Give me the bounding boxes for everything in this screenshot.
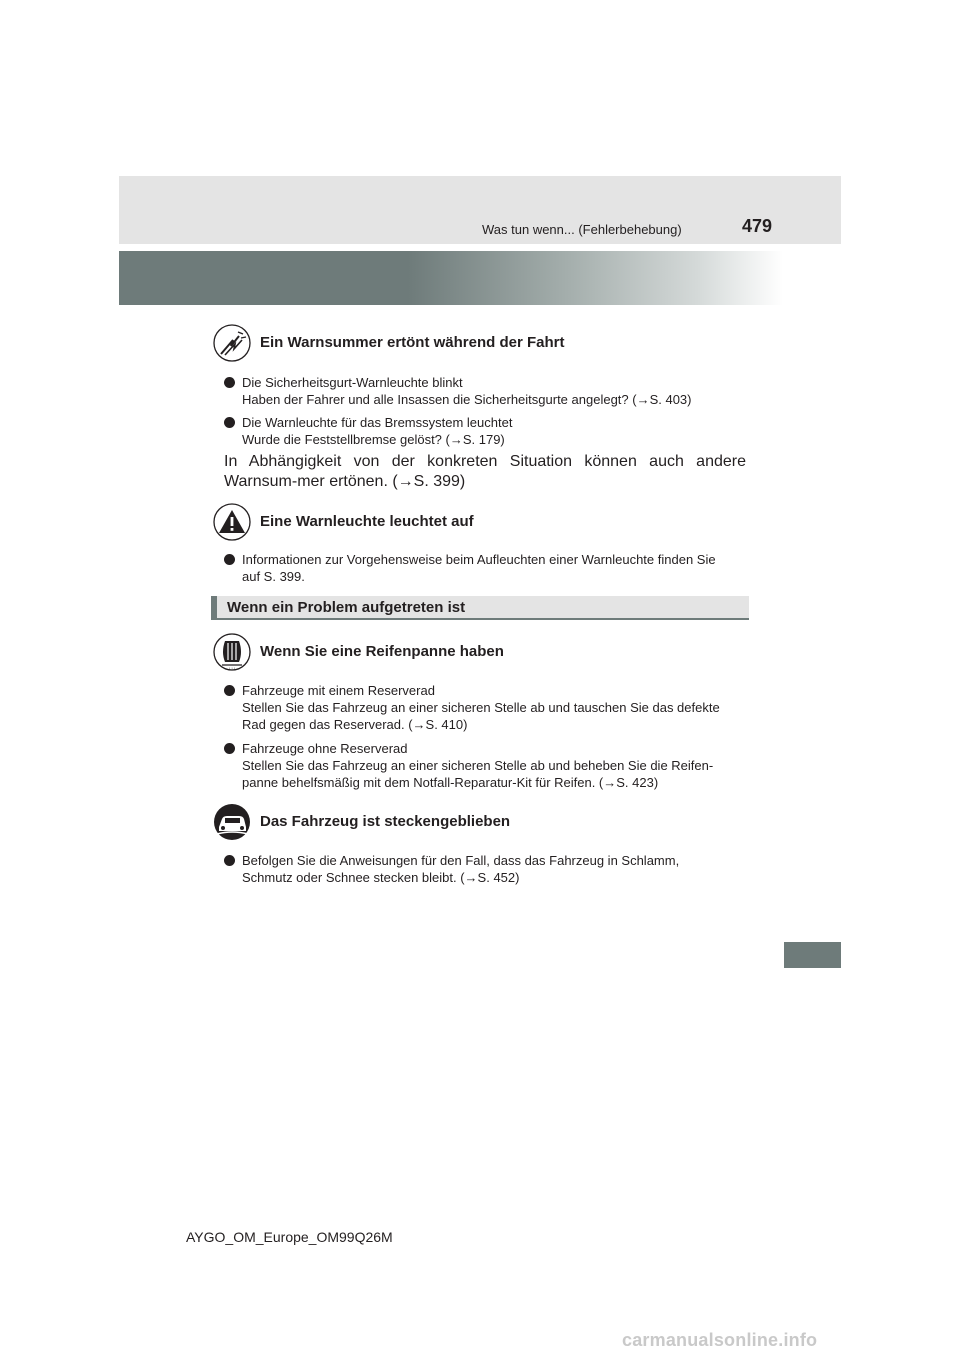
item-text: Rad gegen das Reserverad. (→S. 410) <box>242 717 468 732</box>
heading-warning-light: Eine Warnleuchte leuchtet auf <box>260 513 474 530</box>
item-title: Die Warnleuchte für das Bremssystem leuchtet <box>242 415 513 430</box>
item-title: Die Sicherheitsgurt-Warnleuchte blinkt <box>242 375 463 390</box>
item-text: Stellen Sie das Fahrzeug an einer sicheren Stelle ab und tauschen Sie das defekte <box>242 700 720 715</box>
item-text: Stellen Sie das Fahrzeug an einer sicheren Stelle ab und beheben Sie die Reifen- <box>242 758 714 773</box>
bullet <box>224 554 235 565</box>
flat-tire-icon <box>213 633 251 671</box>
item-text: Schmutz oder Schnee stecken bleibt. (→S. 452) <box>242 870 520 885</box>
item-text: panne behelfsmäßig mit dem Notfall-Reparatur-Kit für Reifen. (→S. 423) <box>242 775 659 790</box>
list-item <box>224 414 746 448</box>
bullet <box>224 417 235 428</box>
list-item <box>224 374 746 408</box>
chapter-title: Was tun wenn... (Fehlerbehebung) <box>482 222 682 237</box>
watermark: carmanualsonline.info <box>622 1330 818 1350</box>
warning-buzzer-icon <box>213 324 251 362</box>
footer-code: AYGO_OM_Europe_OM99Q26M <box>186 1229 393 1245</box>
section-header-bar <box>211 596 749 620</box>
section-title: Wenn ein Problem aufgetreten ist <box>227 599 466 616</box>
item-text: Haben der Fahrer und alle Insassen die Sicherheitsgurte angelegt? (→S. 403) <box>242 392 692 407</box>
item-title: Fahrzeuge mit einem Reserverad <box>242 683 435 698</box>
item-text: Informationen zur Vorgehensweise beim Aufleuchten einer Warnleuchte finden Sie <box>242 552 716 567</box>
item-text: auf S. 399. <box>242 569 305 584</box>
bullet <box>224 743 235 754</box>
heading-buzzer: Ein Warnsummer ertönt während der Fahrt <box>260 334 565 351</box>
stuck-vehicle-icon <box>213 803 251 841</box>
item-text: Befolgen Sie die Anweisungen für den Fall, dass das Fahrzeug in Schlamm, <box>242 853 680 868</box>
header-gradient-bar <box>119 251 841 305</box>
bullet <box>224 685 235 696</box>
bullet <box>224 855 235 866</box>
exclamation-triangle-icon <box>213 503 251 541</box>
list-item <box>224 551 746 585</box>
header-band <box>119 176 841 244</box>
list-item <box>224 740 746 791</box>
heading-stuck: Das Fahrzeug ist steckengeblieben <box>260 813 511 830</box>
item-text: Wurde die Feststellbremse gelöst? (→S. 179) <box>242 432 505 447</box>
list-item <box>224 682 746 733</box>
chapter-side-tab <box>784 942 841 968</box>
list-item <box>224 852 746 886</box>
page-number: 479 <box>742 216 773 236</box>
svg-text:! ! !: ! ! ! <box>229 666 235 671</box>
bullet <box>224 377 235 388</box>
heading-flat-tire: Wenn Sie eine Reifenpanne haben <box>260 643 504 660</box>
note-paragraph: In Abhängigkeit von der konkreten Situation können auch andere Warnsum-mer ertönen. (→S. 399) <box>224 453 746 490</box>
item-title: Fahrzeuge ohne Reserverad <box>242 741 408 756</box>
